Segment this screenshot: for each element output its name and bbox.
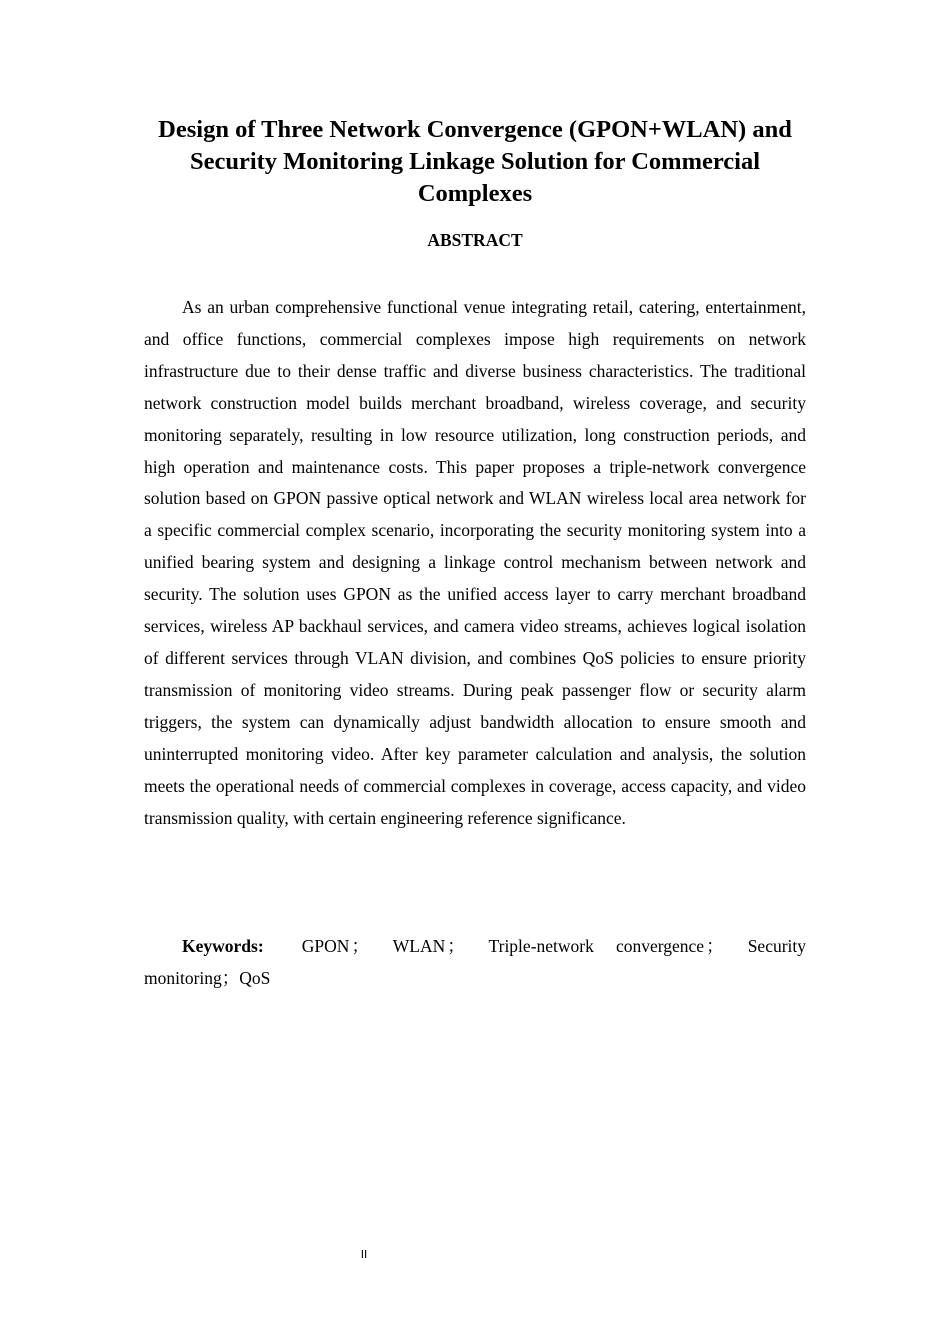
keywords-label: Keywords: [182,936,264,956]
abstract-paragraph: As an urban comprehensive functional venue integrating retail, catering, entertainment, and office functions, commercial complexes impose high requirements on network infrastructure due to their dense traffic and diverse business characteristics. The traditional network construction model builds merchant broadband, wireless coverage, and security monitoring separately, resulting in low resource utilization, long construction periods, and high operation and maintenance costs. This paper proposes a triple-network convergence solution based on GPON passive optical network and WLAN wireless local area network for a specific commercial complex scenario, incorporating the security monitoring system into a unified bearing system and designing a linkage control mechanism between network and security. The solution uses GPON as the unified access layer to carry merchant broadband services, wireless AP backhaul services, and camera video streams, achieves logical isolation of different services through VLAN division, and combines QoS policies to ensure priority transmission of monitoring video streams. During peak passenger flow or security alarm triggers, the system can dynamically adjust bandwidth allocation to ensure smooth and uninterrupted monitoring video. After key parameter calculation and analysis, the solution meets the operational needs of commercial complexes in coverage, access capacity, and video transmission quality, with certain engineering reference significance. [144,297,806,828]
keyword-item: WLAN [392,936,446,956]
keywords-line [144,931,806,995]
keyword-separator: ； [447,936,465,956]
document-title: Design of Three Network Convergence (GPON+WLAN) and Security Monitoring Linkage Solution for Commercial Complexes [158,116,792,207]
keyword-separator: ； [351,936,369,956]
keyword-item: QoS [239,967,271,988]
keyword-item: Triple-network convergence [488,936,705,956]
page-number: II [360,1248,368,1261]
keyword-item: Security monitoring [144,936,807,988]
keyword-item: GPON [301,936,350,956]
abstract-heading: ABSTRACT [427,230,523,250]
keyword-separator: ； [706,936,724,956]
keyword-separator: ； [221,967,240,988]
